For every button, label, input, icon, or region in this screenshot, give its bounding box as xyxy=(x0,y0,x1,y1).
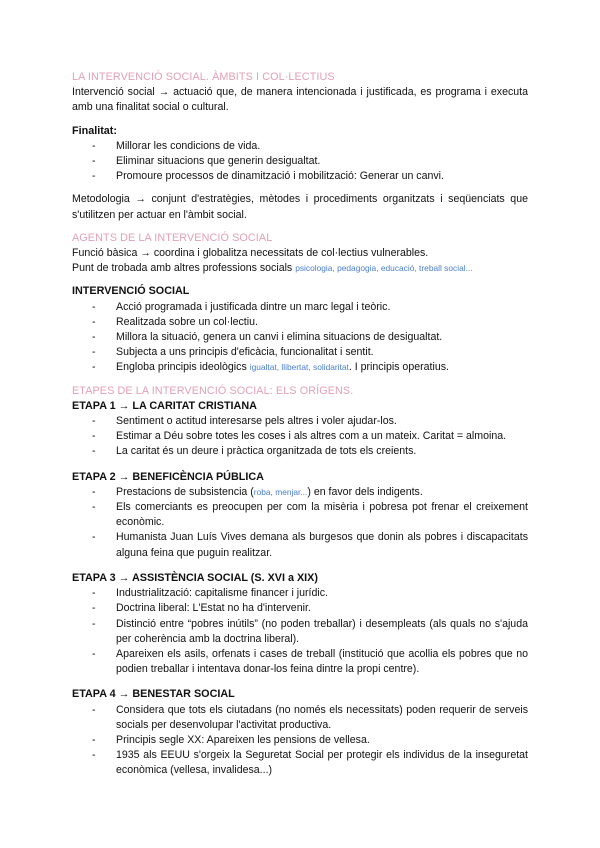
punt-trobada-text: Punt de trobada amb altres professions socials xyxy=(72,262,293,275)
list-item: - Considera que tots els ciutadans (no només els necessitats) poden requerir de serveis socials per desenvolupar l'activitat productiva. xyxy=(92,703,528,733)
list-item: - Humanista Juan Luís Vives demana als burgesos que donin als pobres i discapacitats alguna feina que puguin realitzar. xyxy=(92,530,528,560)
etapa1-heading: ETAPA 1 → LA CARITAT CRISTIANA xyxy=(72,399,257,412)
etapa2-list xyxy=(72,485,528,561)
etapa2-heading: ETAPA 2 → BENEFICÈNCIA PÚBLICA xyxy=(72,470,264,483)
principis-tag: igualtat, llibertat, solidaritat xyxy=(249,362,349,373)
list-item: - Promoure processos de dinamització i mobilització: Generar un canvi. xyxy=(92,169,528,184)
list-item: - Subjecta a uns principis d'eficàcia, funcionalitat i sentit. xyxy=(92,345,528,360)
list-item: - 1935 als EEUU s'orgeix la Seguretat Social per protegir els individus de la inseguretat econòmica (vellesa, invalidesa...) xyxy=(92,748,528,778)
list-item: - Millorar les condicions de vida. xyxy=(92,139,528,154)
etapa4-heading: ETAPA 4 → BENESTAR SOCIAL xyxy=(72,688,235,701)
prestacions-tag: roba, menjar... xyxy=(253,486,308,497)
list-item: - Estimar a Déu sobre totes les coses i als altres com a un mateix. Caritat = almoina. xyxy=(92,429,528,444)
punt-trobada-line xyxy=(72,261,528,276)
list-item: - Industrialització: capitalisme financer i jurídic. xyxy=(92,586,528,601)
etapa3-list xyxy=(72,586,528,677)
funcio-basica-line: Funció bàsica → coordina i globalitza necessitats de col·lectius vulnerables. xyxy=(72,247,429,260)
list-item: - La caritat és un deure i pràctica organitzada de tots els creients. xyxy=(92,444,528,459)
intervencio-social-heading: INTERVENCIÓ SOCIAL xyxy=(72,285,190,298)
list-item: - Sentiment o actitud interesarse pels altres i voler ajudar-los. xyxy=(92,414,528,429)
prestacions-pre: Prestacions de subsistencia ( xyxy=(116,485,254,498)
principis-text: Engloba principis ideològics xyxy=(116,361,247,374)
metodologia-paragraph: Metodologia → conjunt d'estratègies, mètodes i procediments organitzats i seqüenciats que s'utilitzen per actuar en l'àmbit social. xyxy=(72,193,528,221)
list-item: - Apareixen els asils, orfenats i cases de treball (institució que acollia els pobres que no podien treballar i intentava donar-los feina dintre la propi centre). xyxy=(92,647,528,677)
list-item: - Doctrina liberal: L'Estat no ha d'intervenir. xyxy=(92,601,528,616)
intervencio-list xyxy=(72,300,528,376)
list-item: - Realitzada sobre un col·lectiu. xyxy=(92,315,528,330)
etapa1-list xyxy=(72,414,528,460)
list-item: - Distinció entre “pobres inútils” (no poden treballar) i desempleats (als quals no s'ajuda per coherència amb la doctrina liberal). xyxy=(92,617,528,647)
list-item: - Acció programada i justificada dintre un marc legal i teòric. xyxy=(92,300,528,315)
list-item: - Principis segle XX: Apareixen les pensions de vellesa. xyxy=(92,733,528,748)
finalitat-list xyxy=(72,139,528,185)
etapa4-list xyxy=(72,703,528,779)
list-item: - Millora la situació, genera un canvi i elimina situacions de desigualtat. xyxy=(92,330,528,345)
intro-paragraph: Intervenció social → actuació que, de manera intencionada i justificada, es programa i executa amb una finalitat social o cultural. xyxy=(72,86,528,114)
section-title-etapes: ETAPES DE LA INTERVENCIÓ SOCIAL: ELS ORÍGENS. xyxy=(72,384,354,397)
list-item: - Eliminar situacions que generin desigualtat. xyxy=(92,154,528,169)
principis-post: . I principis operatius. xyxy=(348,361,449,374)
professions-tag: psicologia, pedagogia, educació, treball social... xyxy=(295,263,473,274)
prestacions-post: ) en favor dels indigents. xyxy=(307,485,423,498)
document-page xyxy=(72,70,528,779)
list-item xyxy=(92,485,528,500)
list-item: - Els comerciants es preocupen per com la misèria i pobresa pot frenar el creixement econòmic. xyxy=(92,500,528,530)
finalitat-label: Finalitat: xyxy=(72,124,117,137)
list-item xyxy=(92,360,528,375)
section-title-intervencio: LA INTERVENCIÓ SOCIAL. ÀMBITS I COL·LECTIUS xyxy=(72,71,335,83)
section-title-agents: AGENTS DE LA INTERVENCIÓ SOCIAL xyxy=(72,231,273,244)
etapa3-heading: ETAPA 3 → ASSISTÈNCIA SOCIAL (S. XVI a XIX) xyxy=(72,571,318,584)
